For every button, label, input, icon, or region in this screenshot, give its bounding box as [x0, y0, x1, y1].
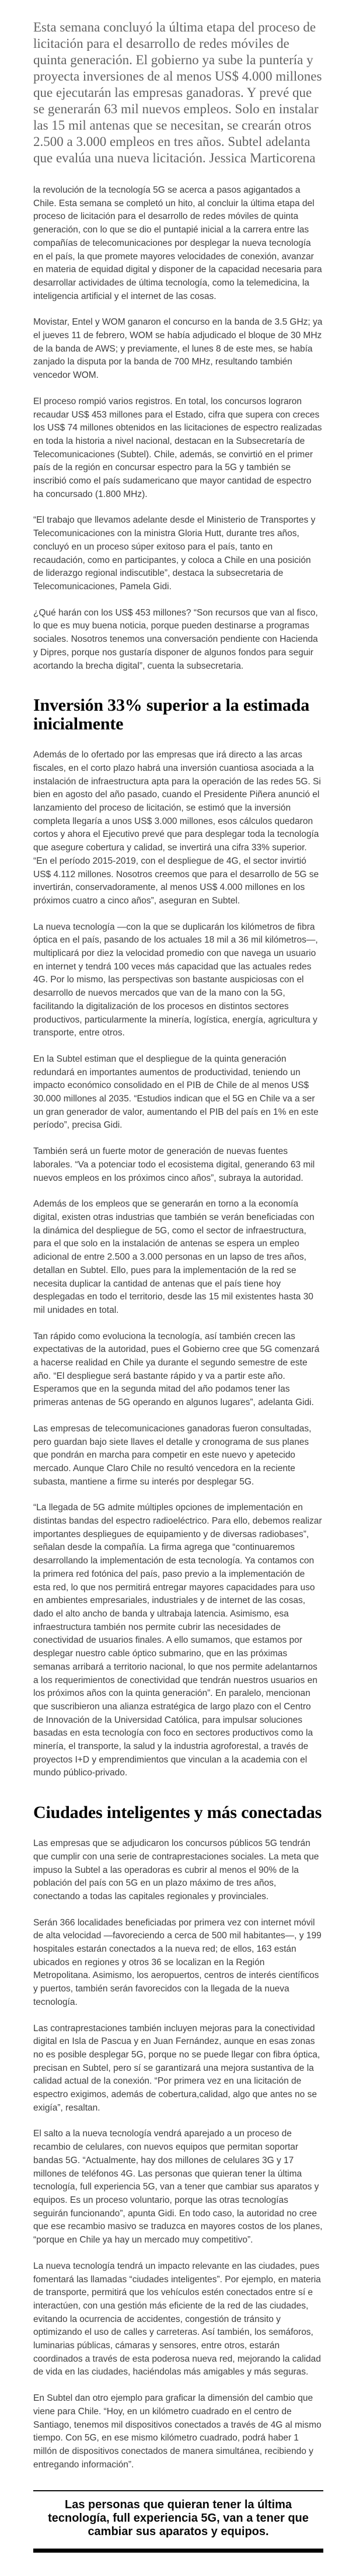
- article-paragraph: “La llegada de 5G admite múltiples opciones de implementación en distintas bandas del espectro radioeléctrico. Para ello, debemos realizar importantes despliegues de equipamiento y de diversas radiobases”, señalan desde la compañía. La firma agrega que “continuaremos desarrollando la implementación de esta tecnología. Ya contamos con la primera red fotónica del país, paso previo a la implementación de esta red, lo que nos permitirá entregar mayores capacidades para uso en ambientes empresariales, industriales y de internet de las cosas, dado el alto ancho de banda y ultrabaja latencia. Asimismo, esa infraestructura también nos permite cubrir las necesidades de conectividad de usuarios finales. A ello sumamos, que estamos por desplegar nuestro cable óptico submarino, que en las próximas semanas arribará a territorio nacional, lo que nos permite adelantarnos a los requerimientos de conectividad que tendrán nuestros usuarios en los próximos años con la quinta generación”. En paralelo, mencionan que suscribieron una alianza estratégica de largo plazo con el Centro de Innovación de la Universidad Católica, para impulsar soluciones basadas en esta tecnología con foco en sectores productivos como la minería, el transporte, la salud y la industria agroforestal, a través de proyectos I+D y emprendimientos que vinculan a la academia con el mundo público-privado.: [33, 1503, 322, 1778]
- article-paragraph: Serán 366 localidades beneficiadas por primera vez con internet móvil de alta velocidad —favoreciendo a cerca de 500 mil habitantes—, y 199 hospitales estarán conectados a la nueva red; de ellos, 163 están ubicados en regiones y otros 36 se localizan en la Región Metropolitana. Asimismo, los aeropuertos, centros de interés científicos y puertos, también serán favorecidos con la llegada de la nueva tecnología.: [33, 1917, 322, 2007]
- article-paragraph: la revolución de la tecnología 5G se acerca a pasos agigantados a Chile. Esta semana se completó un hito, al concluir la última etapa del proceso de licitación para el desarrollo de redes móviles de quinta generación, con lo que se dio el puntapié inicial a la carrera entre las compañías de telecomunicaciones por desplegar la nueva tecnología en el país, la que promete mayores velocidades de conexión, avanzar en materia de equidad digital y disponer de la capacidad necesaria para desarrollar actividades de última tecnología, como la telemedicina, la inteligencia artificial y el internet de las cosas.: [33, 185, 322, 301]
- article-lead: Esta semana concluyó la última etapa del proceso de licitación para el desarrollo de redes móviles de quinta generación. El gobierno ya sube la puntería y proyecta inversiones de al menos US$ 4.000 millones que ejecutarán las empresas ganadoras. Y prevé que se generarán 63 mil nuevos empleos. Solo en instalar las 15 mil antenas que se necesitan, se crearán otros 2.500 a 3.000 empleos en tres años. Subtel adelanta que evalúa una nueva licitación. Jessica Marticorena: [33, 20, 322, 165]
- article-paragraph: Las empresas de telecomunicaciones ganadoras fueron consultadas, pero guardan bajo siete llaves el detalle y cronograma de sus planes que pondrán en marcha para competir en este nuevo y apetecido mercado. Aunque Claro Chile no resultó vencedora en la reciente subasta, mantiene a firme su interés por desplegar 5G.: [33, 1423, 312, 1487]
- article-paragraph: Además de lo ofertado por las empresas que irá directo a las arcas fiscales, en el corto plazo habrá una inversión cuantiosa asociada a la instalación de infraestructura apta para la operación de las redes 5G. Si bien en agosto del año pasado, cuando el Presidente Piñera anunció el lanzamiento del proceso de licitación, se estimó que la inversión completa llegaría a unos US$ 3.000 millones, esos cálculos quedaron cortos y ahora el Ejecutivo prevé que para desplegar toda la tecnología que asegure cobertura y calidad, se invertirá una cifra 33% superior. “En el período 2015-2019, con el despliegue de 4G, el sector invirtió US$ 4.112 millones. Nosotros creemos que para el desarrollo de 5G se invertirán, conservadoramente, al menos US$ 4.000 millones en los próximos cuatro a cinco años”, aseguran en Subtel.: [33, 750, 321, 906]
- article-paragraph: La nueva tecnología tendrá un impacto relevante en las ciudades, pues fomentará las llamadas “ciudades inteligentes”. Por ejemplo, en materia de transporte, permitirá que los vehículos estén conectados entre sí e interactúen, con una gestión más eficiente de la red de las ciudades, evitando la ocurrencia de accidentes, congestión de tránsito y optimizando el uso de calles y carreteras. Así también, los semáforos, luminarias públicas, cámaras y sensores, entre otros, estarán coordinados a través de esta poderosa nueva red, mejorando la calidad de vida en las ciudades, haciéndolas más amigables y más seguras.: [33, 2261, 321, 2377]
- article-paragraph: ¿Qué harán con los US$ 453 millones? “Son recursos que van al fisco, lo que es muy buena noticia, porque pueden destinarse a programas sociales. Nosotros tenemos una conversación pendiente con Hacienda y Dipres, porque nos gustaría disponer de algunos fondos para seguir acortando la brecha digital”, cuenta la subsecretaria.: [33, 607, 318, 671]
- article-paragraph: Las empresas que se adjudicaron los concursos públicos 5G tendrán que cumplir con una serie de contraprestaciones sociales. La meta que impuso la Subtel a las operadoras es cubrir al menos el 90% de la población del país con 5G en un plazo máximo de tres años, conectando a todas las capitales regionales y provinciales.: [33, 1838, 319, 1901]
- article-paragraph: También será un fuerte motor de generación de nuevas fuentes laborales. “Va a potenciar todo el ecosistema digital, generando 63 mil nuevos empleos en los próximos cinco años”, subraya la autoridad.: [33, 1146, 315, 1183]
- pull-quote: Las personas que quieran tener la última tecnología, full experiencia 5G, van a tener que cambiar sus aparatos y equipos.: [33, 2490, 323, 2553]
- article-paragraph: El proceso rompió varios registros. En total, los concursos lograron recaudar US$ 453 millones para el Estado, cifra que supera con creces los US$ 74 millones obtenidos en las licitaciones de espectro realizadas en toda la historia a nivel nacional, destacan en la Subsecretaría de Telecomunicaciones (Subtel). Chile, además, se convirtió en el primer país de la región en concursar espectro para la 5G y también se inscribió como el país sudamericano que mayor cantidad de espectro ha concursado (1.800 MHz).: [33, 396, 322, 499]
- article-paragraph: “El trabajo que llevamos adelante desde el Ministerio de Transportes y Telecomunicaciones con la ministra Gloria Hutt, durante tres años, concluyó en un proceso súper exitoso para el país, tanto en recaudación, como en participantes, y coloca a Chile en una posición de liderazgo regional indiscutible”, destaca la subsecretaria de Telecomunicaciones, Pamela Gidi.: [33, 515, 316, 592]
- section-heading: Inversión 33% superior a la estimada inicialmente: [33, 696, 310, 734]
- article-paragraph: El salto a la nueva tecnología vendrá aparejado a un proceso de recambio de celulares, con nuevos equipos que permitan soportar bandas 5G. “Actualmente, hay dos millones de celulares 3G y 17 millones de teléfonos 4G. Las personas que quieran tener la última tecnología, full experiencia 5G, van a tener que cambiar sus aparatos y equipos. Es un proceso voluntario, porque las otras tecnologías seguirán funcionando”, apunta Gidi. En todo caso, la autoridad no cree que ese recambio masivo se traduzca en mayores costos de los planes, “porque en Chile ya hay un mercado muy competitivo”.: [33, 2129, 323, 2245]
- article-body: [33, 184, 323, 2471]
- article-paragraph: Además de los empleos que se generarán en torno a la economía digital, existen otras industrias que también se verán beneficiadas con la dinámica del despliegue de 5G, como el sector de infraestructura, para el que solo en la instalación de antenas se espera un empleo adicional de entre 2.500 a 3.000 personas en un lapso de tres años, detallan en Subtel. Ello, pues para la implementación de la red se necesita duplicar la cantidad de antenas que el país tiene hoy desplegadas en todo el territorio, desde las 15 mil existentes hasta 30 mil unidades en total.: [33, 1199, 315, 1315]
- article-paragraph: En Subtel dan otro ejemplo para graficar la dimensión del cambio que viene para Chile. “Hoy, en un kilómetro cuadrado en el centro de Santiago, tenemos mil dispositivos conectados a través de 4G al mismo tiempo. Con 5G, en ese mismo kilómetro cuadrado, podrá haber 1 millón de dispositivos conectados de manera simultánea, recibiendo y entregando información”.: [33, 2393, 322, 2470]
- article-paragraph: La nueva tecnología —con la que se duplicarán los kilómetros de fibra óptica en el país, pasando de los actuales 18 mil a 36 mil kilómetros—, multiplicará por diez la velocidad promedio con que navega un usuario en internet y tendrá 100 veces más capacidad que las actuales redes 4G. Por lo mismo, las perspectivas son bastante auspiciosas con el desarrollo de nuevos mercados que van de la mano con la 5G, facilitando la digitalización de los procesos en distintos sectores productivos, particularmente la minería, logística, energía, agricultura y transporte, entre otros.: [33, 922, 318, 1038]
- article-paragraph: En la Subtel estiman que el despliegue de la quinta generación redundará en importantes aumentos de productividad, teniendo un impacto económico consolidado en el PIB de Chile de al menos US$ 30.000 millones al 2035. “Estudios indican que el 5G en Chile va a ser un gran generador de valor, aumentando el PIB del país en 1% en este período”, precisa Gidi.: [33, 1054, 319, 1131]
- article-paragraph: Tan rápido como evoluciona la tecnología, así también crecen las expectativas de la autoridad, pues el Gobierno cree que 5G comenzará a hacerse realidad en Chile ya durante el segundo semestre de este año. “El despliegue será bastante rápido y va a partir este año. Esperamos que en la segunda mitad del año podamos tener las primeras antenas de 5G operando en algunos lugares”, adelanta Gidi.: [33, 1331, 320, 1408]
- article-paragraph: Movistar, Entel y WOM ganaron el concurso en la banda de 3.5 GHz; ya el jueves 11 de febrero, WOM se había adjudicado el bloque de 30 MHz de la banda de AWS; y previamente, el lunes 8 de este mes, se había zanjado la disputa por la banda de 700 MHz, resultando también vencedor WOM.: [33, 317, 323, 381]
- section-heading: Ciudades inteligentes y más conectadas: [33, 1803, 322, 1823]
- article-paragraph: Las contraprestaciones también incluyen mejoras para la conectividad digital en Isla de Pascua y en Juan Fernández, aunque en esas zonas no es posible desplegar 5G, porque no se puede llegar con fibra óptica, precisan en Subtel, pero sí se garantizará una mejora sustantiva de la calidad actual de la conexión. “Por primera vez en una licitación de espectro exigimos, además de cobertura,calidad, algo que antes no se exigía”, resaltan.: [33, 2023, 320, 2113]
